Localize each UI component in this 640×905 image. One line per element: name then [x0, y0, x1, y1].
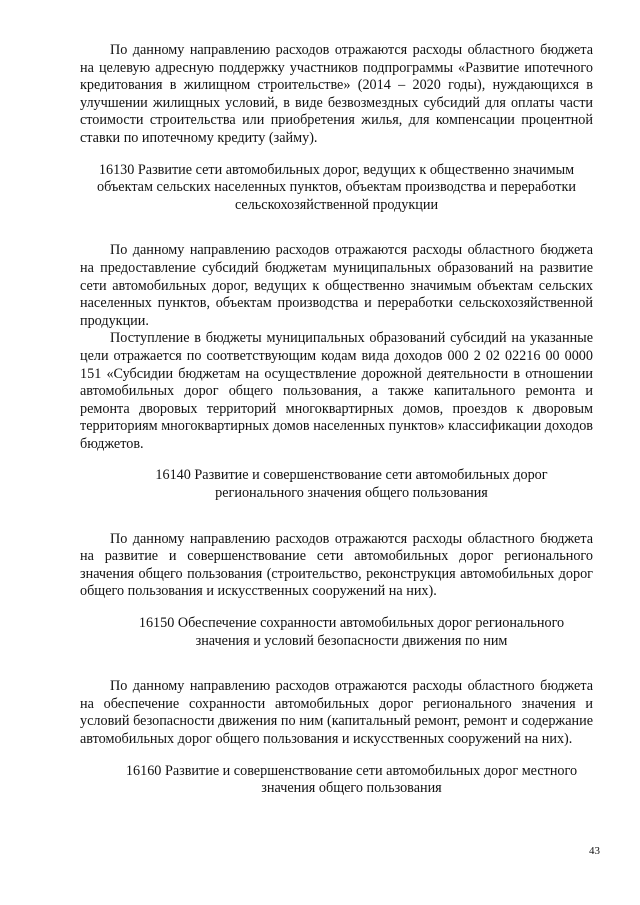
section-heading: 16150 Обеспечение сохранности автомобильных дорог регионального значения и условий безопасности движения по ним [138, 615, 565, 649]
paragraph: Поступление в бюджеты муниципальных образований субсидий на указанные цели отражается по соответствующим кодам вида доходов 000 2 02 02216 00 0000 151 «Субсидии бюджетам на осуществление дорожной деятельности в отношении автомобильных дорог общего пользования, а также капитального ремонта и ремонта дворовых территорий многоквартирных домов, проездов к дворовым территориям многоквартирных домов населенных пунктов» классификации доходов бюджетов. [80, 330, 593, 452]
section-heading: 16140 Развитие и совершенствование сети автомобильных дорог регионального значения общего пользования [155, 467, 548, 502]
paragraph: По данному направлению расходов отражаются расходы областного бюджета на целевую адресную поддержку участников подпрограммы «Развитие ипотечного кредитования в жилищном строительстве» (2014 – 2020 годы), нуждающихся в улучшении жилищных условий, в виде безвозмездных субсидий для оплаты части стоимости строительства или приобретения жилья, для компенсации процентной ставки по ипотечному кредиту (займу). [80, 42, 593, 146]
section-heading: 16160 Развитие и совершенствование сети автомобильных дорог местного значения общего пользования [125, 762, 578, 797]
paragraph: По данному направлению расходов отражаются расходы областного бюджета на развитие и совершенствование сети автомобильных дорог регионального значения общего пользования (строительство, реконструкция автомобильных дорог общего пользования и искусственных сооружений на них). [80, 530, 593, 600]
document-page [80, 42, 593, 798]
paragraph: По данному направлению расходов отражаются расходы областного бюджета на обеспечение сохранности автомобильных дорог регионального значения и условий безопасности движения по ним (капитальный ремонт, ремонт и содержание автомобильных дорог общего пользования и искусственных сооружений на них). [80, 678, 593, 747]
paragraph: По данному направлению расходов отражаются расходы областного бюджета на предоставление субсидий бюджетам муниципальных образований на развитие сети автомобильных дорог, ведущих к общественно значимым объектам сельских населенных пунктов, объектам производства и переработки сельскохозяйственной продукции. [80, 242, 593, 329]
section-heading: 16130 Развитие сети автомобильных дорог, ведущих к общественно значимым объектам сельских населенных пунктов, объектам производства и переработки сельскохозяйственной продукции [97, 161, 576, 213]
page-number: 43 [589, 845, 600, 857]
